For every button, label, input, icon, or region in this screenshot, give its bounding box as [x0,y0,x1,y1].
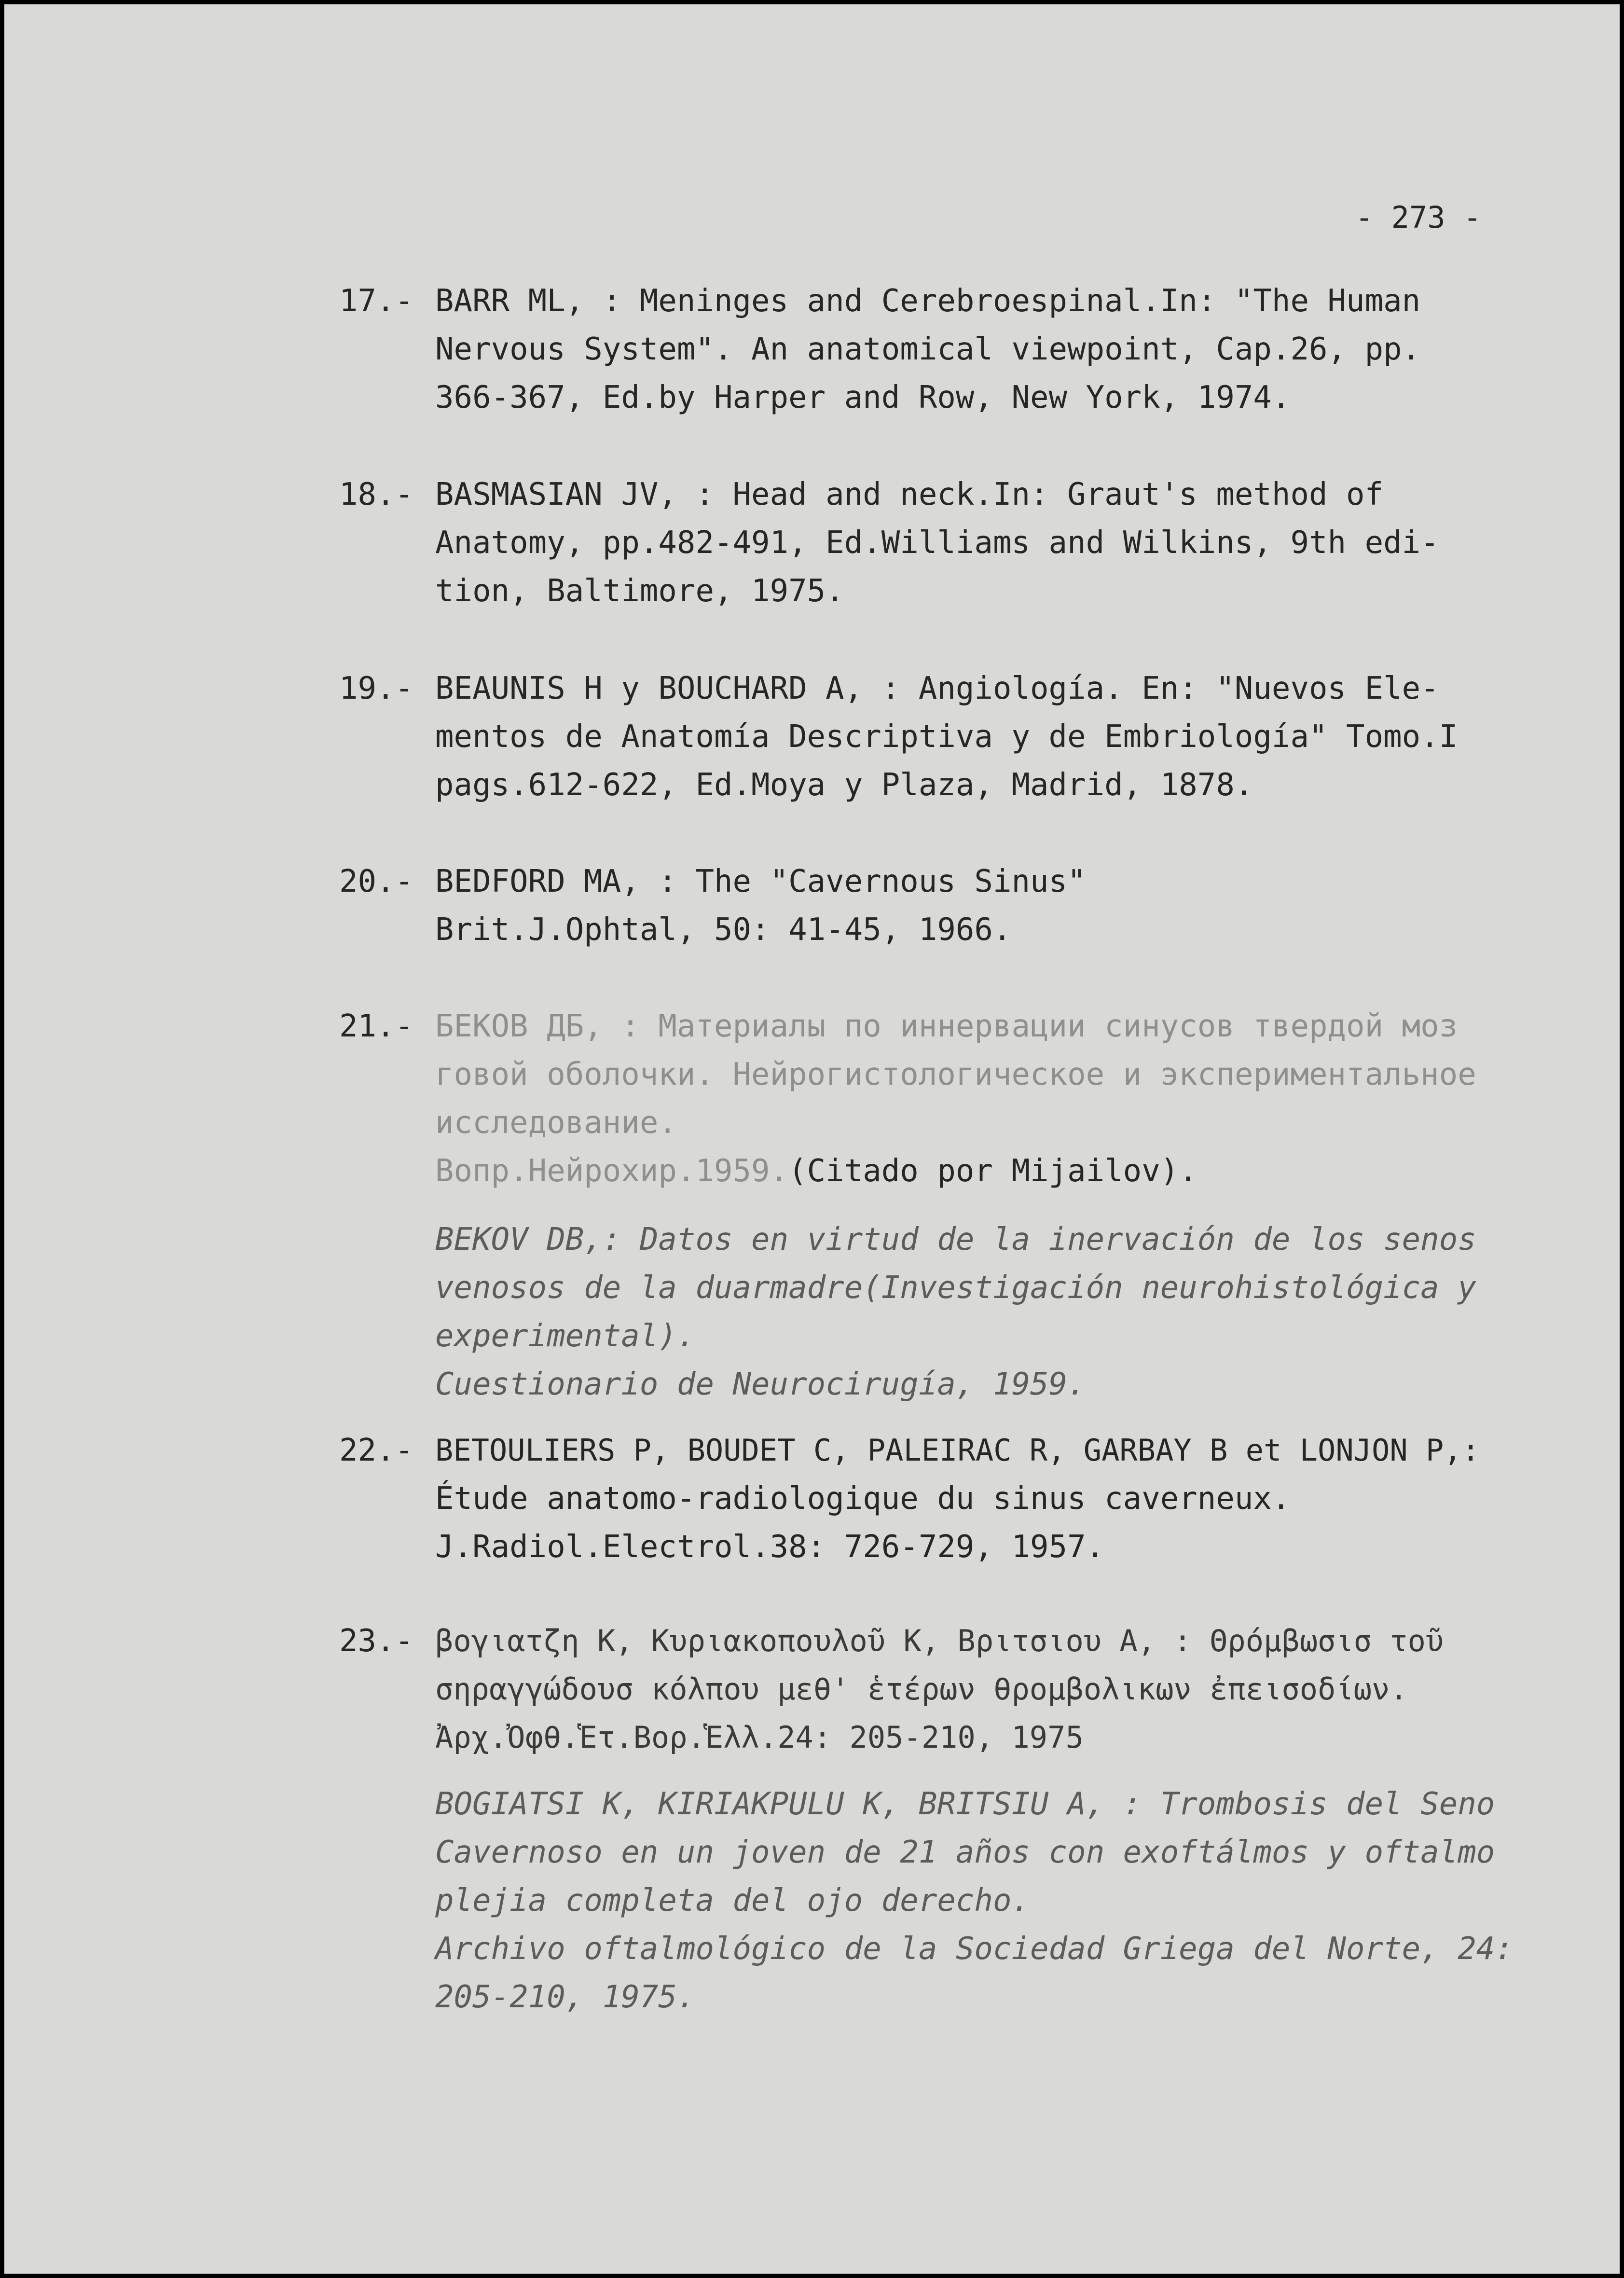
reference-21-source-line [435,1147,1197,1195]
reference-23-translation-line-2: Cavernoso en un joven de 21 años con exoftálmos y oftalmo [435,1835,1495,1870]
reference-22-line-3: J.Radiol.Electrol.38: 726-729, 1957. [435,1529,1105,1565]
reference-21-translation-line-2: venosos de la duarmadre(Investigación neurohistológica y [435,1270,1476,1306]
reference-23-translation-line-3: plejia completa del ojo derecho. [435,1883,1030,1919]
reference-number-18: 18.- [339,477,414,512]
reference-22-line-1: BETOULIERS P, BOUDET C, PALEIRAC R, GARBAY B et LONJON P,: [435,1433,1480,1468]
reference-21-translation-line-1: BEKOV DB,: Datos en virtud de la inervación de los senos [435,1222,1476,1257]
reference-23-original-line-2: σηραγγώδουσ κόλπου μεθ' ἑτέρων θρομβολικων ἐπεισοδίων. [435,1671,1408,1707]
reference-number-22: 22.- [339,1433,414,1468]
reference-18-line-3: tion, Baltimore, 1975. [435,573,844,609]
reference-19-line-3: pags.612-622, Ed.Moya y Plaza, Madrid, 1878. [435,767,1253,803]
reference-number-19: 19.- [339,671,414,706]
reference-17-line-1: BARR ML, : Meninges and Cerebroespinal.In: "The Human [435,283,1421,319]
document-page [4,4,1620,2274]
reference-21-original-line-3: исследование. [435,1105,677,1141]
reference-number-17: 17.- [339,283,414,319]
reference-20-line-2: Brit.J.Ophtal, 50: 41-45, 1966. [435,912,1012,948]
reference-21-source-original: Вопр.Нейрохир.1959. [435,1153,789,1189]
reference-23-original-line-3: Ἀρχ.Ὀφθ.Ἑτ.Βορ.Ἑλλ.24: 205-210, 1975 [435,1720,1084,1755]
reference-19-line-2: mentos de Anatomía Descriptiva y de Embriología" Tomo.I [435,719,1458,755]
reference-23-translation-line-5: 205-210, 1975. [435,1979,696,2015]
reference-number-23: 23.- [339,1623,414,1659]
reference-18-line-1: BASMASIAN JV, : Head and neck.In: Graut's method of [435,477,1384,512]
reference-23-translation-line-4: Archivo oftalmológico de la Sociedad Griega del Norte, 24: [435,1931,1514,1967]
reference-18-line-2: Anatomy, pp.482-491, Ed.Williams and Wilkins, 9th edi- [435,525,1439,561]
reference-22-line-2: Étude anatomo-radiologique du sinus caverneux. [435,1481,1291,1517]
reference-21-original-line-1: БЕКОВ ДБ, : Материалы по иннервации синусов твердой моз [435,1008,1458,1044]
reference-21-translation-line-4: Cuestionario de Neurocirugía, 1959. [435,1367,1086,1402]
reference-23-original-line-1: βογιατζη Κ, Κυριακοπουλοῦ Κ, Βριτσιου Α, : Θρόμβωσισ τοῦ [435,1623,1444,1658]
reference-number-21: 21.- [339,1008,414,1044]
reference-21-translation-line-3: experimental). [435,1318,696,1354]
reference-19-line-1: BEAUNIS H y BOUCHARD A, : Angiología. En: "Nuevos Ele- [435,671,1439,706]
reference-20-line-1: BEDFORD MA, : The "Cavernous Sinus" [435,864,1086,899]
reference-number-20: 20.- [339,864,414,899]
reference-21-source-note: (Citado por Mijailov). [788,1153,1197,1189]
reference-17-line-2: Nervous System". An anatomical viewpoint, Cap.26, pp. [435,331,1421,367]
reference-21-original-line-2: говой оболочки. Нейрогистологическое и экспериментальное [435,1057,1476,1092]
reference-17-line-3: 366-367, Ed.by Harper and Row, New York, 1974. [435,380,1291,415]
reference-23-translation-line-1: BOGIATSI K, KIRIAKPULU K, BRITSIU A, : Trombosis del Seno [435,1786,1495,1822]
page-number: - 273 - [1355,200,1482,235]
